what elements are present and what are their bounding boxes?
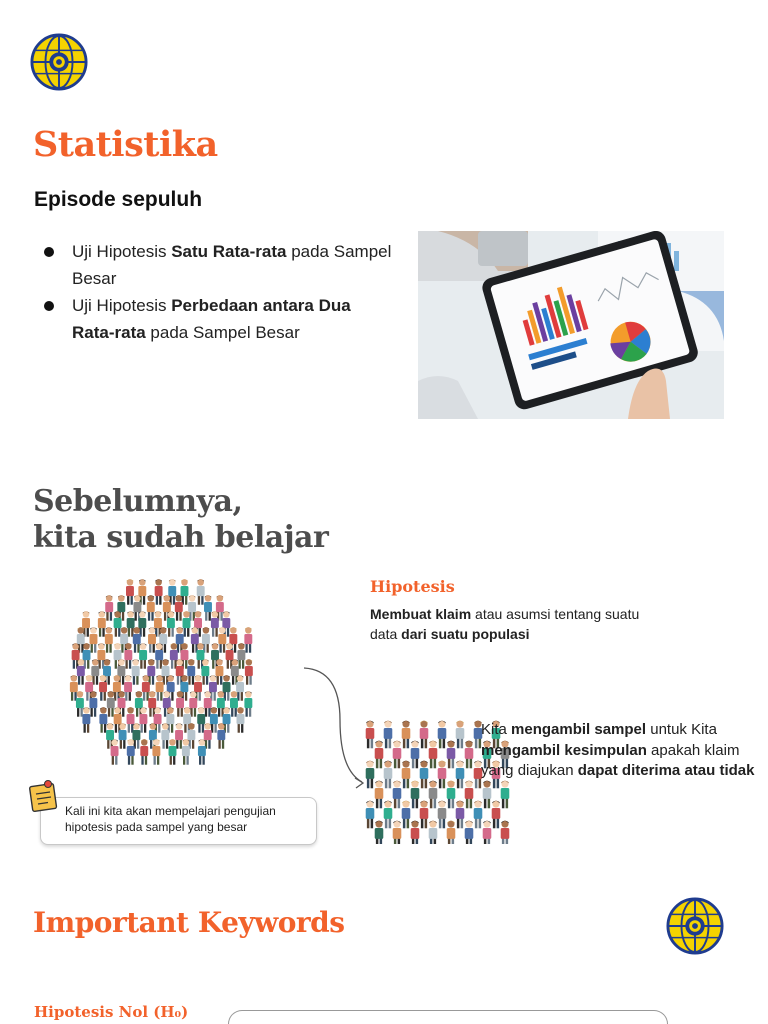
person-figure [465,821,474,844]
topic-item: Uji Hipotesis Perbedaan antara Dua Rata-rata pada Sampel Besar [42,292,392,346]
person-figure [83,643,91,669]
person-figure [127,611,135,637]
person-figure [236,675,244,701]
topic-list [42,238,392,346]
topic-item: Uji Hipotesis Satu Rata-rata pada Sampel Besar [42,238,392,292]
person-figure [175,595,183,621]
person-figure [127,739,135,765]
person-figure [226,643,234,669]
person-figure [119,723,127,749]
person-figure [393,781,402,809]
sample-description: Kita mengambil sampel untuk Kita mengambil kesimpulan apakah klaim yang diajukan dapat diterima atau tidak [481,721,755,779]
person-figure [97,643,105,669]
person-figure [217,723,225,749]
person-figure [411,741,420,769]
tablet-analytics-photo [418,231,724,419]
person-figure [216,595,224,621]
person-figure [429,781,438,809]
person-figure [237,643,245,669]
person-figure [420,721,429,749]
person-figure [98,611,106,637]
person-figure [447,741,456,769]
person-figure [429,821,438,844]
person-figure [133,595,141,621]
person-figure [204,723,212,749]
person-figure [411,781,420,809]
person-figure [188,595,196,621]
person-figure [90,627,98,653]
person-figure [175,723,183,749]
person-figure [139,707,147,733]
person-figure [438,721,447,749]
person-figure [138,579,146,605]
episode-subtitle: Episode sepuluh [34,188,203,211]
page-title: Statistika [33,124,218,165]
recap-title: Sebelumnya, kita sudah belajar [33,484,329,555]
person-figure [138,611,146,637]
person-figure [148,627,156,653]
person-figure [142,675,150,701]
person-figure [196,643,204,669]
person-figure [223,675,231,701]
person-figure [176,691,184,717]
person-figure [161,723,169,749]
person-figure [197,707,205,733]
person-figure [99,707,107,733]
curved-arrow-icon [300,660,370,790]
person-figure [384,761,393,789]
person-figure [169,739,177,765]
person-figure [447,821,456,844]
person-figure [111,739,119,765]
person-figure [384,721,393,749]
person-figure [393,741,402,769]
person-figure [483,821,492,844]
person-figure [140,739,148,765]
person-figure [465,741,474,769]
hipotesis-label: Hipotesis [370,577,455,596]
person-figure [204,691,212,717]
person-figure [375,741,384,769]
note-box: Kali ini kita akan mempelajari pengujian hipotesis pada sampel yang besar [40,797,317,845]
person-figure [456,721,465,749]
person-figure [204,595,212,621]
person-figure [420,761,429,789]
person-figure [127,707,135,733]
person-figure [132,659,140,685]
globe-emblem-icon [666,897,724,955]
person-figure [187,659,195,685]
person-figure [82,611,90,637]
person-figure [210,707,218,733]
person-figure [126,579,134,605]
keywords-title: Important Keywords [33,906,345,939]
person-figure [402,801,411,829]
keyword-label-h0: Hipotesis Nol (H₀) [34,1003,189,1021]
person-figure [191,627,199,653]
person-figure [170,643,178,669]
person-figure [402,761,411,789]
person-figure [501,821,510,844]
person-figure [156,675,164,701]
person-figure [465,781,474,809]
person-figure [133,627,141,653]
person-figure [76,691,84,717]
person-figure [77,659,85,685]
person-figure [77,627,85,653]
person-figure [202,627,210,653]
person-figure [209,675,217,701]
person-figure [215,659,223,685]
person-figure [132,723,140,749]
person-figure [366,761,375,789]
person-figure [181,579,189,605]
person-figure [82,707,90,733]
person-figure [167,611,175,637]
person-figure [168,579,176,605]
person-figure [189,691,197,717]
person-figure [114,707,122,733]
person-figure [197,579,205,605]
person-figure [366,801,375,829]
person-figure [244,627,252,653]
globe-emblem-icon [30,33,88,91]
person-figure [429,741,438,769]
person-figure [148,691,156,717]
person-figure [183,611,191,637]
person-figure [211,611,219,637]
person-figure [124,643,132,669]
person-figure [147,595,155,621]
person-figure [187,723,195,749]
person-figure [237,707,245,733]
university-logo [30,33,88,91]
person-figure [218,627,226,653]
person-figure [201,659,209,685]
person-figure [99,675,107,701]
sticky-note-icon [28,778,60,814]
person-figure [366,721,375,749]
person-figure [223,707,231,733]
person-figure [402,721,411,749]
university-logo [666,897,724,955]
person-figure [105,627,113,653]
person-figure [124,675,132,701]
person-figure [411,821,420,844]
person-figure [483,781,492,809]
keyword-card-border [228,1010,668,1024]
person-figure [139,643,147,669]
person-figure [492,801,501,829]
person-figure [155,643,163,669]
hipotesis-description: Membuat klaim atau asumsi tentang suatu data dari suatu populasi [370,606,640,642]
person-figure [474,801,483,829]
person-figure [70,675,78,701]
person-figure [217,691,225,717]
person-figure [375,781,384,809]
person-figure [182,739,190,765]
person-figure [162,659,170,685]
person-figure [147,659,155,685]
person-figure [105,595,113,621]
person-figure [384,801,393,829]
person-figure [438,801,447,829]
person-figure [375,821,384,844]
person-figure [230,691,238,717]
population-crowd-illustration [24,560,300,780]
person-figure [152,739,160,765]
person-figure [456,761,465,789]
person-figure [438,761,447,789]
person-figure [420,801,429,829]
person-figure [72,643,80,669]
person-figure [198,739,206,765]
person-figure [447,781,456,809]
person-figure [154,611,162,637]
person-figure [244,691,252,717]
person-figure [231,659,239,685]
person-figure [114,611,122,637]
person-figure [245,659,253,685]
person-figure [501,781,510,809]
person-figure [166,707,174,733]
person-figure [91,659,99,685]
person-figure [107,691,115,717]
person-figure [393,821,402,844]
person-figure [155,579,163,605]
person-figure [89,691,97,717]
person-figure [456,801,465,829]
